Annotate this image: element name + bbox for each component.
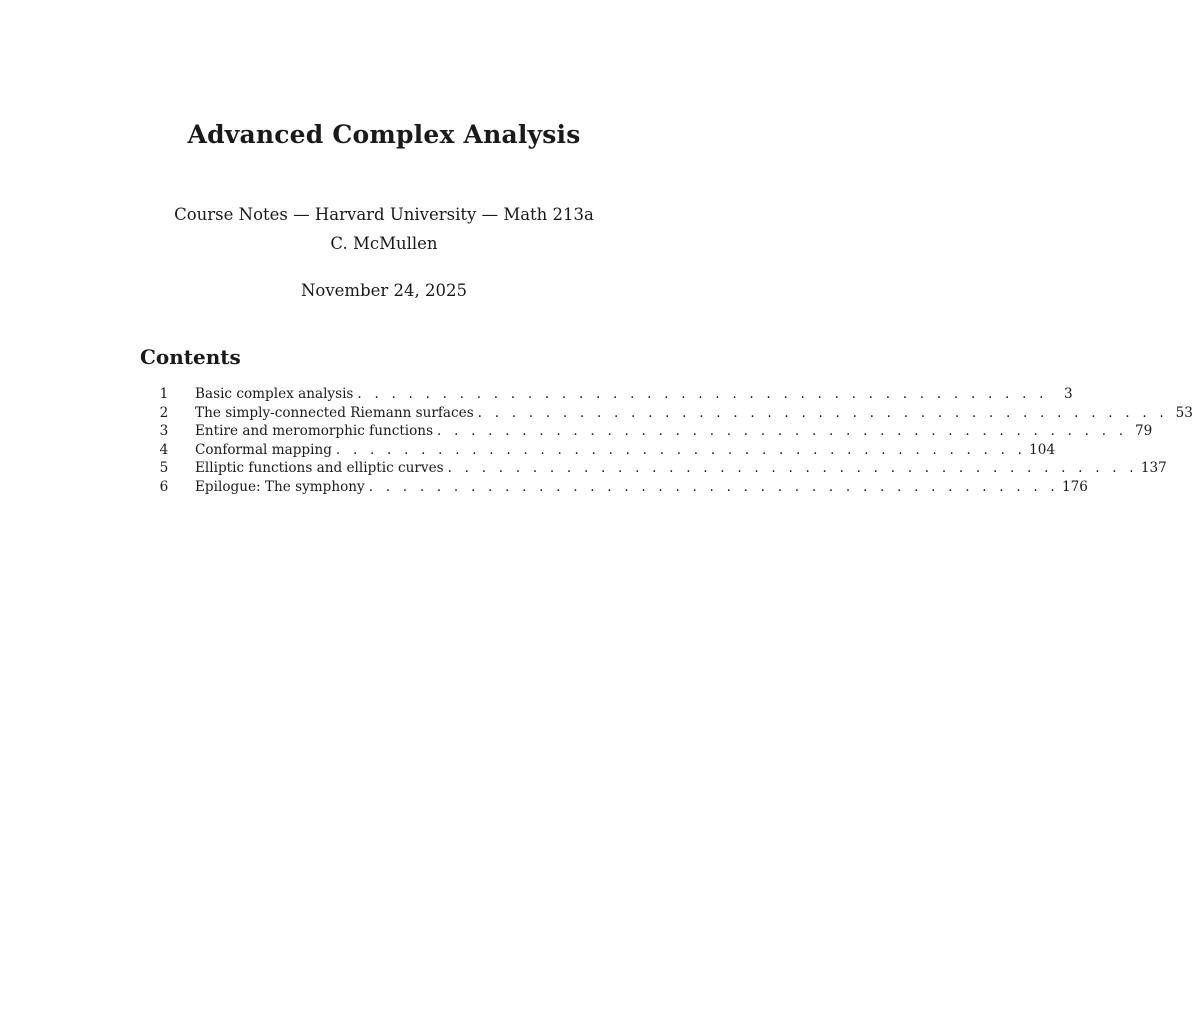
toc-entry-number: 6 [159, 478, 169, 495]
document-date: November 24, 2025 [300, 281, 468, 300]
toc-leader-dots: . . . . . . . . . . . . . . . . . . . . . . . . . . . . . . . . . . . . . . . . . [368, 478, 1059, 495]
toc-entry-page[interactable]: 176 [1059, 479, 1088, 495]
toc-entry-number: 5 [159, 460, 169, 476]
toc-leader-dots: . . . . . . . . . . . . . . . . . . . . . . . . . . . . . . . . . . . . . . . . . [357, 386, 1048, 402]
toc-entry-number: 1 [159, 386, 169, 402]
toc-entry-number: 4 [159, 441, 169, 458]
toc-entry-page[interactable]: 137 [1138, 460, 1167, 476]
toc-entry-number: 2 [159, 404, 169, 421]
toc-entry[interactable] [152, 423, 1153, 442]
toc-entry-title[interactable]: Epilogue: The symphony [195, 479, 369, 495]
document-title: Advanced Complex Analysis [187, 120, 581, 149]
toc-entry-title[interactable]: The simply-connected Riemann surfaces [195, 405, 478, 421]
toc-entry-page[interactable]: 104 [1026, 442, 1055, 458]
toc-entry-title[interactable]: Basic complex analysis [195, 386, 357, 402]
table-of-contents [152, 386, 1193, 497]
toc-entry-page[interactable]: 3 [1048, 386, 1073, 402]
toc-entry-number: 3 [159, 423, 169, 439]
toc-entry[interactable] [152, 441, 1056, 461]
toc-entry[interactable] [152, 404, 1193, 424]
toc-entry[interactable] [152, 460, 1167, 479]
document-subtitle: Course Notes — Harvard University — Math 213a [174, 205, 594, 224]
toc-leader-dots: . . . . . . . . . . . . . . . . . . . . . . . . . . . . . . . . . . . . . . . . . [477, 404, 1168, 421]
toc-leader-dots: . . . . . . . . . . . . . . . . . . . . . . . . . . . . . . . . . . . . . . . . . [335, 441, 1027, 458]
toc-leader-dots: . . . . . . . . . . . . . . . . . . . . . . . . . . . . . . . . . . . . . . . . . [447, 460, 1138, 476]
toc-entry-page[interactable]: 79 [1127, 423, 1152, 439]
toc-entry[interactable] [152, 478, 1088, 498]
toc-entry-title[interactable]: Entire and meromorphic functions [195, 423, 437, 439]
toc-entry-title[interactable]: Elliptic functions and elliptic curves [195, 460, 448, 476]
toc-entry[interactable] [152, 386, 1073, 405]
toc-entry-title[interactable]: Conformal mapping [195, 442, 336, 458]
toc-entry-page[interactable]: 53 [1168, 405, 1193, 421]
contents-heading: Contents [140, 345, 241, 369]
document-author: C. McMullen [330, 234, 438, 253]
toc-leader-dots: . . . . . . . . . . . . . . . . . . . . . . . . . . . . . . . . . . . . . . . . . [437, 423, 1128, 439]
